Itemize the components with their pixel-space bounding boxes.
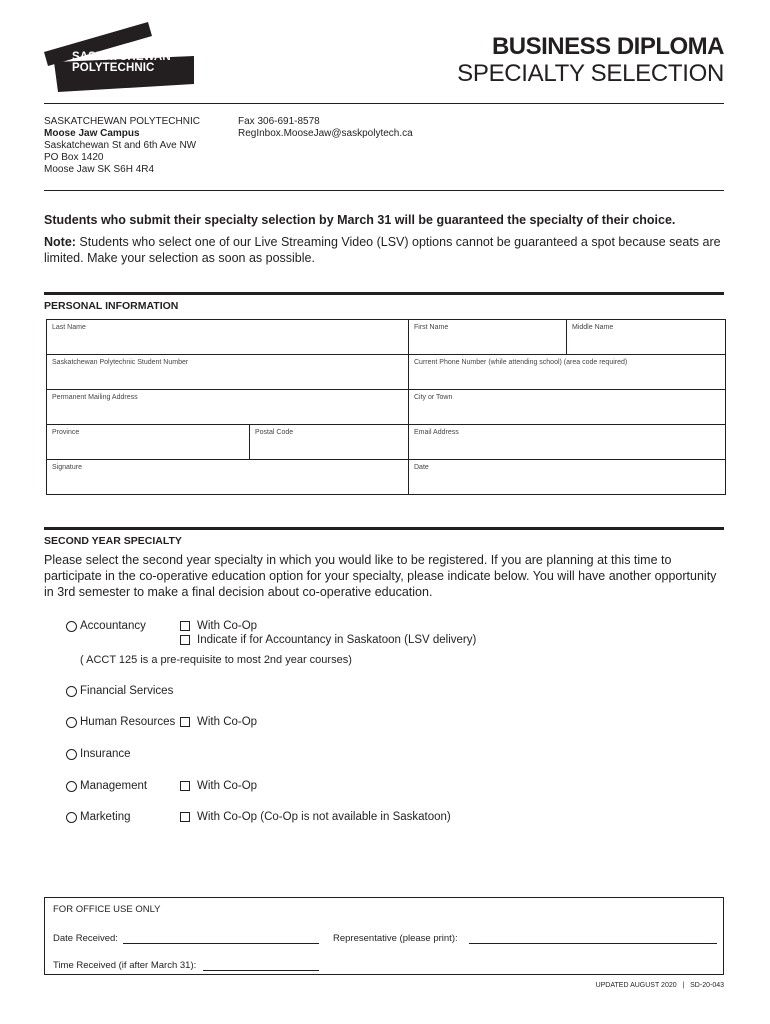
radio-icon[interactable] — [66, 812, 77, 823]
representative-label: Representative (please print): — [333, 933, 458, 944]
option-label: Human Resources — [80, 716, 176, 728]
postal-code-field[interactable]: Postal Code — [250, 425, 409, 459]
note-label: Note: — [44, 235, 76, 249]
city-line: Moose Jaw SK S6H 4R4 — [44, 164, 155, 175]
date-received-label: Date Received: — [53, 933, 118, 944]
time-received-label: Time Received (if after March 31): — [53, 960, 197, 971]
middle-name-field[interactable]: Middle Name — [572, 324, 614, 331]
specialty-heading: SECOND YEAR SPECIALTY — [44, 535, 182, 547]
po-box: PO Box 1420 — [44, 152, 104, 163]
office-heading: FOR OFFICE USE ONLY — [53, 904, 161, 915]
personal-heading: PERSONAL INFORMATION — [44, 300, 179, 312]
option-insurance[interactable] — [66, 748, 131, 760]
divider — [44, 190, 724, 191]
logo — [44, 22, 194, 96]
radio-icon[interactable] — [66, 717, 77, 728]
note-text — [44, 234, 734, 266]
checkbox-label: With Co-Op — [197, 780, 258, 792]
fax: Fax 306-691-8578 — [238, 116, 320, 127]
section-bar — [44, 527, 724, 530]
checkbox-hr-coop[interactable] — [180, 716, 257, 728]
checkbox-acc-lsv[interactable] — [180, 634, 476, 646]
mailing-address-field[interactable]: Permanent Mailing Address — [47, 390, 409, 424]
checkbox-label: With Co-Op (Co-Op is not available in Saskatoon) — [197, 811, 451, 823]
separator: | — [682, 982, 685, 989]
street: Saskatchewan St and 6th Ave NW — [44, 140, 197, 151]
option-label: Insurance — [80, 748, 131, 760]
checkbox-icon[interactable] — [180, 635, 190, 645]
footer — [596, 982, 724, 989]
acc-note: ( ACCT 125 is a pre-requisite to most 2nd year courses) — [80, 654, 352, 666]
time-received-input[interactable] — [203, 970, 319, 971]
checkbox-label: Indicate if for Accountancy in Saskatoon (LSV delivery) — [197, 634, 477, 646]
checkbox-label: With Co-Op — [197, 620, 258, 632]
specialty-intro: Please select the second year specialty in which you would like to be registered. If you are planning at this time to participate in the co-operative education option for your specialty, please indicate below. You will have another opportunity in 3rd semester to make a final decision about co-operative education. — [44, 553, 717, 599]
logo-line2: POLYTECHNIC — [72, 62, 155, 74]
address-block — [44, 116, 200, 176]
contact-block — [238, 116, 413, 140]
first-name-field[interactable]: First Name — [409, 320, 567, 354]
city-field[interactable]: City or Town — [414, 394, 453, 401]
checkbox-label: With Co-Op — [197, 716, 258, 728]
option-management[interactable] — [66, 780, 147, 792]
section-bar — [44, 292, 724, 295]
last-name-field[interactable]: Last Name — [47, 320, 409, 354]
province-field[interactable]: Province — [47, 425, 250, 459]
representative-input[interactable] — [469, 943, 717, 944]
option-financial[interactable] — [66, 685, 173, 697]
student-number-field[interactable]: Saskatchewan Polytechnic Student Number — [47, 355, 409, 389]
radio-icon[interactable] — [66, 621, 77, 632]
phone-field[interactable]: Current Phone Number (while attending school) (area code required) — [414, 359, 628, 366]
note-body: Students who select one of our Live Streaming Video (LSV) options cannot be guaranteed a spot because seats are limited. Make your selection as soon as possible. — [44, 235, 721, 265]
option-accountancy[interactable] — [66, 620, 146, 632]
date-field[interactable]: Date — [414, 464, 429, 471]
radio-icon[interactable] — [66, 781, 77, 792]
page-subtitle: SPECIALTY SELECTION — [457, 60, 724, 87]
page-title: BUSINESS DIPLOMA — [491, 33, 724, 60]
logo-line1: SASKATCHEWAN — [72, 51, 171, 63]
checkbox-acc-coop[interactable] — [180, 620, 257, 632]
radio-icon[interactable] — [66, 686, 77, 697]
option-label: Financial Services — [80, 685, 174, 697]
option-label: Marketing — [80, 811, 131, 823]
checkbox-icon[interactable] — [180, 621, 190, 631]
email-field[interactable]: Email Address — [414, 429, 459, 436]
campus-name: Moose Jaw Campus — [44, 128, 140, 139]
option-label: Accountancy — [80, 620, 146, 632]
checkbox-icon[interactable] — [180, 781, 190, 791]
option-label: Management — [80, 780, 148, 792]
checkbox-mgmt-coop[interactable] — [180, 780, 257, 792]
radio-icon[interactable] — [66, 749, 77, 760]
office-use-box — [44, 897, 724, 975]
divider — [44, 103, 724, 104]
email-link[interactable]: RegInbox.MooseJaw@saskpolytech.ca — [238, 128, 413, 139]
checkbox-icon[interactable] — [180, 717, 190, 727]
option-hr[interactable] — [66, 716, 175, 728]
date-received-input[interactable] — [123, 943, 319, 944]
guarantee-text: Students who submit their specialty selection by March 31 will be guaranteed the specialty of their choice. — [44, 213, 676, 227]
personal-info-form — [46, 319, 726, 495]
updated-date: UPDATED AUGUST 2020 — [595, 982, 677, 989]
form-code: SD-20-043 — [690, 982, 724, 989]
signature-field[interactable]: Signature — [47, 460, 409, 494]
option-marketing[interactable] — [66, 811, 131, 823]
checkbox-mkt-coop[interactable] — [180, 811, 451, 823]
checkbox-icon[interactable] — [180, 812, 190, 822]
org-name: SASKATCHEWAN POLYTECHNIC — [44, 116, 200, 127]
